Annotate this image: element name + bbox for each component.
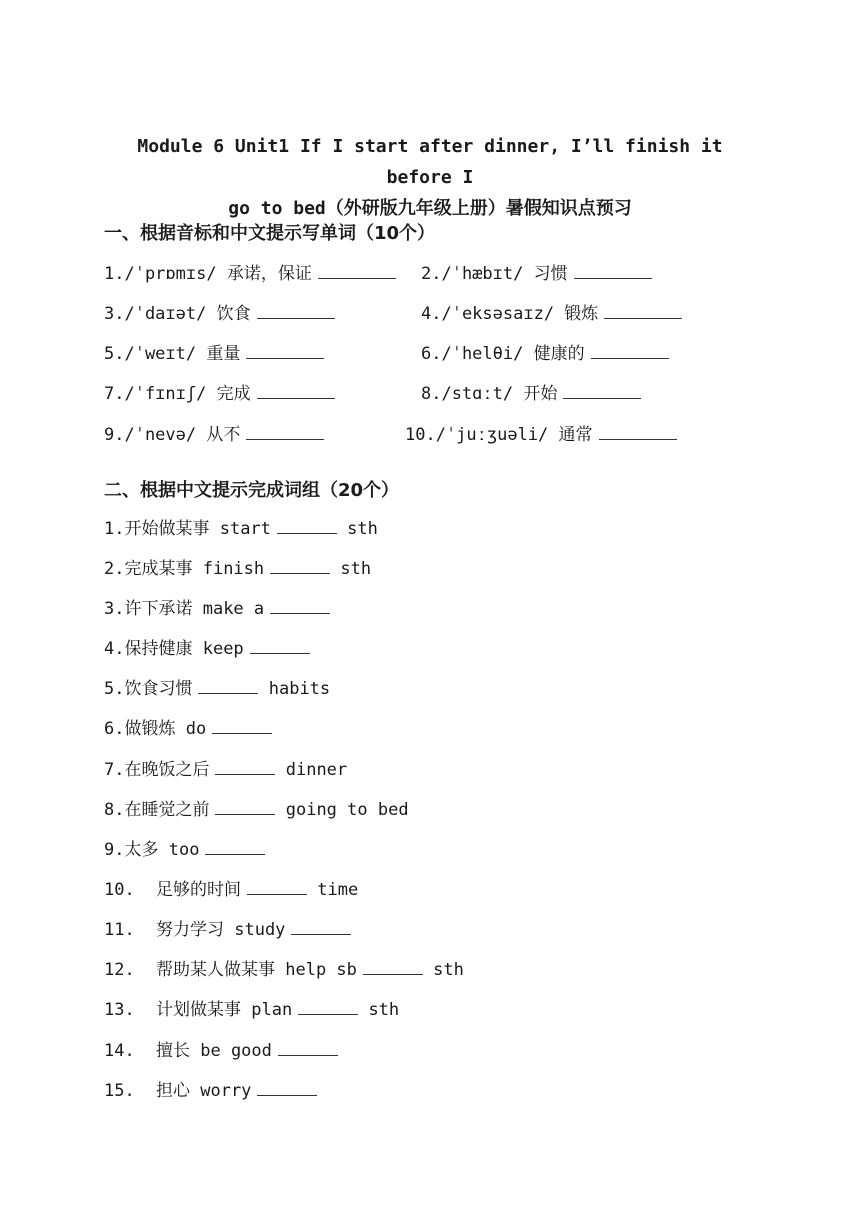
phrase-item-5: 5.饮食习惯 habits xyxy=(104,675,330,701)
phrase-item-10: 10. 足够的时间 time xyxy=(104,876,358,902)
section-1-heading: 一、根据音标和中文提示写单词（10个） xyxy=(104,223,436,244)
vocab-item-4: 4./ˈeksəsaɪz/ 锻炼 xyxy=(421,299,682,324)
phrase-item-11: 11. 努力学习 study xyxy=(104,916,351,942)
title-line-1: Module 6 Unit1 If I start after dinner, I’ll finish it before I xyxy=(137,136,723,188)
phrase-item-13: 13. 计划做某事 plan sth xyxy=(104,996,399,1022)
phrase-item-3: 3.许下承诺 make a xyxy=(104,595,330,621)
title-line-2: go to bed（外研版九年级上册）暑假知识点预习 xyxy=(228,198,632,219)
phrase-item-15: 15. 担心 worry xyxy=(104,1077,317,1103)
phrase-item-1: 1.开始做某事 start sth xyxy=(104,515,378,541)
phrase-item-6: 6.做锻炼 do xyxy=(104,715,272,741)
document-title xyxy=(100,131,760,224)
vocab-item-7: 7./ˈfɪnɪʃ/ 完成 xyxy=(104,379,335,404)
phrase-item-8: 8.在睡觉之前 going to bed xyxy=(104,796,409,822)
vocab-item-10: 10./ˈjuːʒuəli/ 通常 xyxy=(405,420,677,445)
phrase-item-4: 4.保持健康 keep xyxy=(104,635,310,661)
phrase-item-7: 7.在晚饭之后 dinner xyxy=(104,756,347,782)
vocab-item-1: 1./ˈprɒmɪs/ 承诺，保证 xyxy=(104,259,396,284)
vocab-item-3: 3./ˈdaɪət/ 饮食 xyxy=(104,299,335,324)
section-2-heading: 二、根据中文提示完成词组（20个） xyxy=(104,480,400,501)
phrase-item-9: 9.太多 too xyxy=(104,836,265,862)
phrase-item-12: 12. 帮助某人做某事 help sb sth xyxy=(104,956,464,982)
vocab-item-2: 2./ˈhæbɪt/ 习惯 xyxy=(421,259,652,284)
phrase-item-2: 2.完成某事 finish sth xyxy=(104,555,371,581)
vocab-item-6: 6./ˈhelθi/ 健康的 xyxy=(421,339,669,364)
phrase-item-14: 14. 擅长 be good xyxy=(104,1037,338,1063)
vocab-item-9: 9./ˈnevə/ 从不 xyxy=(104,420,324,445)
vocab-item-5: 5./ˈweɪt/ 重量 xyxy=(104,339,324,364)
vocab-item-8: 8./stɑːt/ 开始 xyxy=(421,379,641,404)
